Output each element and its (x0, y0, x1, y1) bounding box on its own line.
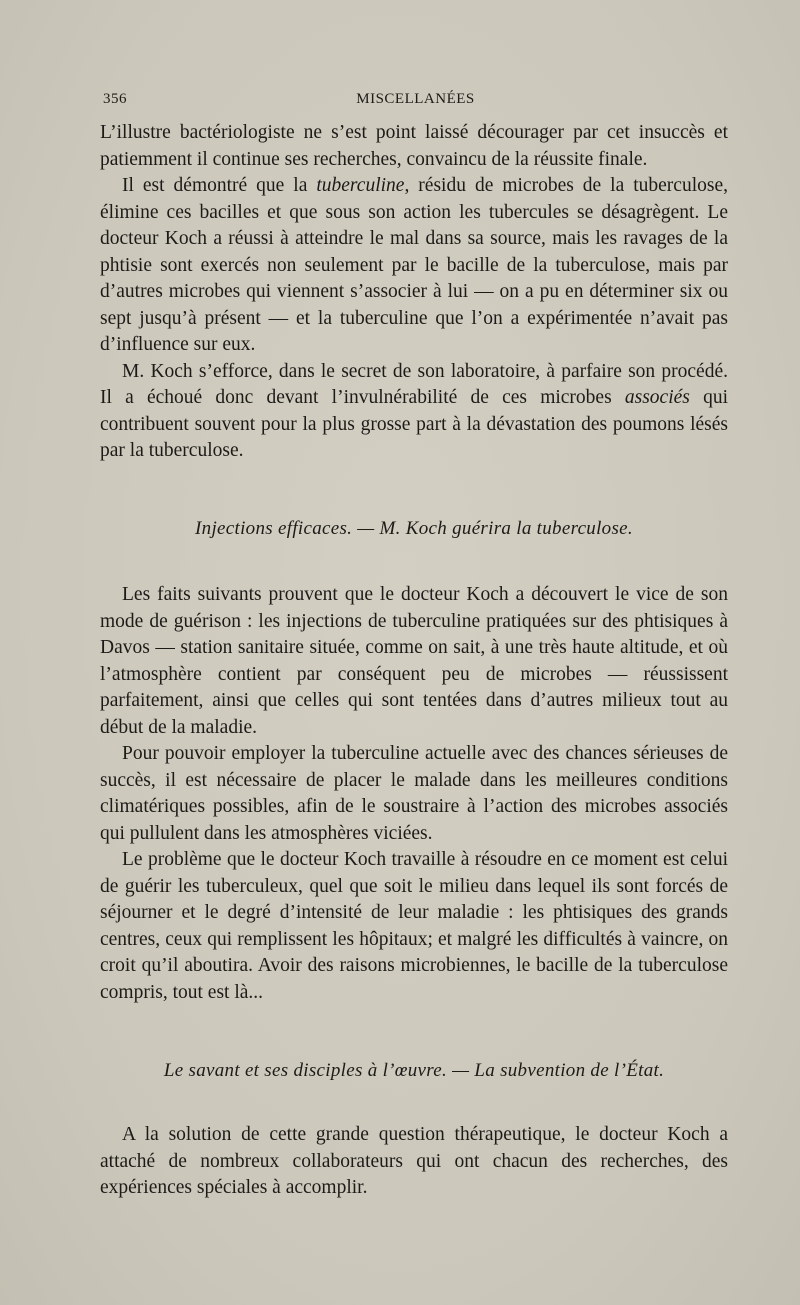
paragraph: L’illustre bactériologiste ne s’est point laissé décourager par cet insuccès et patiemment il continue ses recherches, convaincu de la réussite finale. (100, 122, 728, 170)
paragraph: A la solution de cette grande question thérapeutique, le docteur Koch a attaché de nombreux collaborateurs qui ont chacun des recherches, des expériences spéciales à accomplir. (100, 1124, 728, 1198)
section-1 (100, 120, 728, 465)
paragraph: Les faits suivants prouvent que le docteur Koch a découvert le vice de son mode de guérison : les injections de tuberculine pratiquées sur des phtisiques à Davos — station sanitaire située, comme on sait, à une très haute altitude, et où l’atmosphère contient par conséquent peu de microbes — réussissent parfaitement, ainsi que celles qui sont tentées dans d’autres milieux tout au début de la maladie. (100, 584, 728, 738)
paragraph: Pour pouvoir employer la tuberculine actuelle avec des chances sérieuses de succès, il est nécessaire de placer le malade dans les meilleures conditions climatériques possibles, afin de le soustraire à l’action des microbes associés qui pullulent dans les atmosphères viciées. (100, 743, 728, 844)
text-run: Il est démontré que la (122, 175, 317, 196)
text-run: , résidu de microbes de la tuberculose, élimine ces bacilles et que sous son action les tubercules se désagrègent. Le docteur Koch a réussi à atteindre le mal dans sa source, mais les ravages de la phtisie sont exercés non seulement par le bacille de la tuberculose, mais par d’autres microbes qui viennent s’associer à lui — on a pu en déterminer six ou sept jusqu’à présent — et la tuberculine que l’on a expérimentée n’avait pas d’influence sur eux. (100, 175, 728, 355)
paragraph (100, 173, 728, 359)
italic-term: associés (624, 387, 690, 408)
section-2 (100, 582, 728, 1006)
italic-term: tuberculine (316, 175, 405, 196)
section-heading-1: Injections efficaces. — M. Koch guérira la tuberculose. (195, 518, 633, 539)
running-title: MISCELLANÉES (356, 91, 475, 107)
paragraph: Le problème que le docteur Koch travaille à résoudre en ce moment est celui de guérir les tuberculeux, quel que soit le milieu dans lequel ils sont forcés de séjourner et le degré d’intensité de leur maladie : les phtisiques des grands centres, ceux qui remplissent les hôpitaux; et malgré les difficultés à vaincre, on croit qu’il aboutira. Avoir des raisons microbiennes, le bacille de la tuberculose compris, tout est là... (100, 849, 728, 1003)
text-run: M. Koch s’efforce, dans le secret de son laboratoire, à parfaire son procédé. Il a échoué donc devant l’invulnérabilité de ces microbes (100, 360, 728, 408)
section-heading-2: Le savant et ses disciples à l’œuvre. — La subvention de l’État. (163, 1060, 665, 1081)
section-3 (100, 1122, 728, 1202)
text-run: qui contribuent souvent pour la plus grosse part à la dévastation des poumons lésés par la tuberculose. (100, 387, 728, 461)
paragraph (100, 359, 728, 465)
page-number: 356 (103, 91, 127, 107)
running-header (103, 91, 728, 111)
